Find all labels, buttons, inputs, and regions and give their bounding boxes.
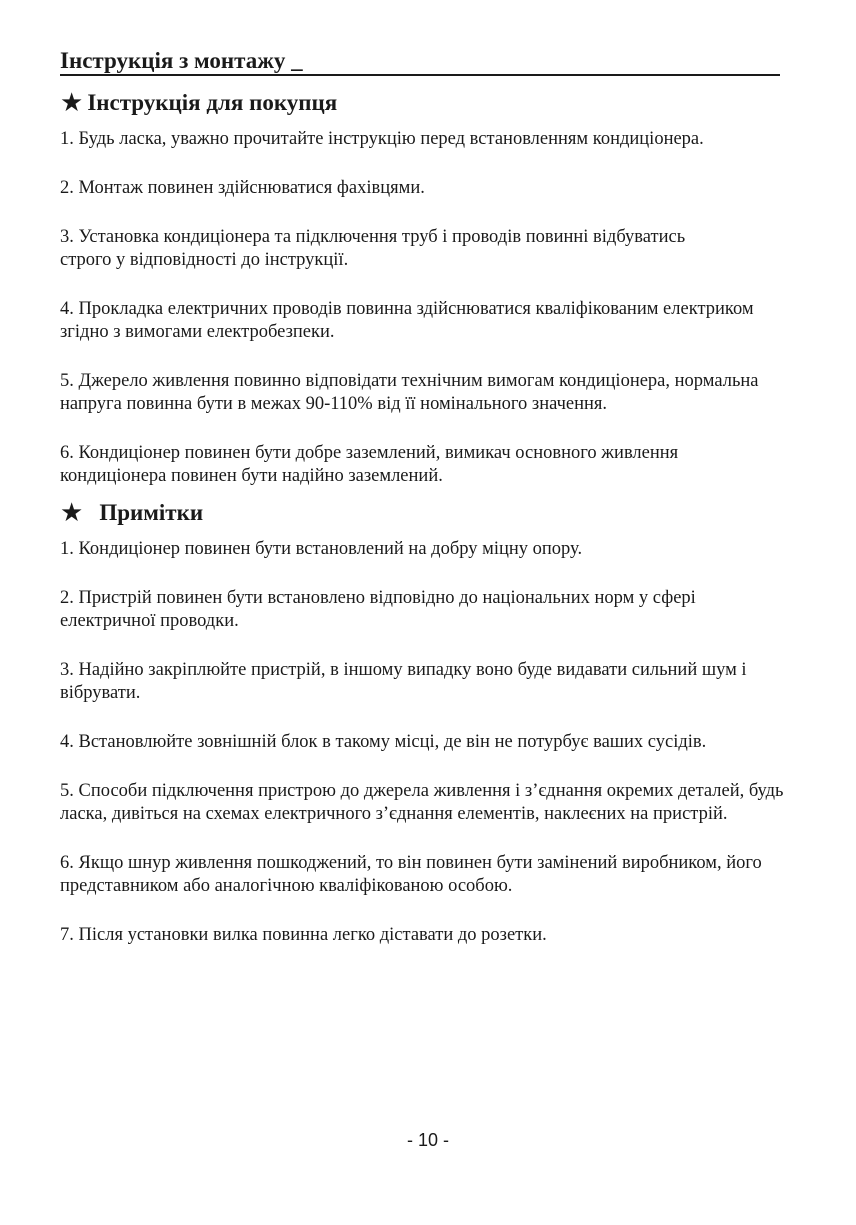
list-item: 2. Пристрій повинен бути встановлено відповідно до національних норм у сфері електричної проводки. (60, 588, 696, 631)
page-header (60, 48, 780, 76)
section-heading-notes (60, 500, 780, 526)
section-heading-buyer (60, 90, 780, 116)
page-title: Інструкція з монтажу _ (60, 48, 303, 73)
list-item: 5. Джерело живлення повинно відповідати технічним вимогам кондиціонера, нормальна напруга повинна бути в межах 90-110% від її номінального значення. (60, 371, 759, 414)
list-item: 4. Прокладка електричних проводів повинна здійснюватися кваліфікованим електриком згідно з вимогами електробезпеки. (60, 299, 754, 342)
list-item: 4. Встановлюйте зовнішній блок в такому місці, де він не потурбує ваших сусідів. (60, 732, 707, 752)
list-item: 1. Кондиціонер повинен бути встановлений на добру міцну опору. (60, 539, 583, 559)
list-item: 3. Надійно закріплюйте пристрій, в іншому випадку воно буде видавати сильний шум і вібрувати. (60, 660, 747, 703)
list-item: 6. Якщо шнур живлення пошкоджений, то він повинен бути замінений виробником, його представником або аналогічною кваліфікованою особою. (60, 853, 762, 896)
section-title: Інструкція для покупця (87, 90, 338, 115)
section-title: Примітки (99, 500, 204, 525)
list-item: 3. Установка кондиціонера та підключення труб і проводів повинні відбуватись строго у відповідності до інструкції. (60, 227, 686, 270)
list-item: 5. Способи підключення пристрою до джерела живлення і з’єднання окремих деталей, будь ласка, дивіться на схемах електричного з’єднання елементів, наклеєних на пристрій. (60, 781, 784, 824)
star-icon: ★ (60, 498, 84, 528)
list-item: 1. Будь ласка, уважно прочитайте інструкцію перед встановленням кондиціонера. (60, 129, 704, 149)
list-item: 2. Монтаж повинен здійснюватися фахівцями. (60, 178, 425, 198)
list-item: 6. Кондиціонер повинен бути добре заземлений, вимикач основного живлення кондиціонера повинен бути надійно заземлений. (60, 443, 679, 486)
list-item: 7. Після установки вилка повинна легко діставати до розетки. (60, 925, 547, 945)
page-number: - 10 - (406, 1130, 449, 1150)
star-icon: ★ (60, 88, 84, 118)
header-underline (60, 74, 780, 76)
page-content (60, 48, 784, 947)
